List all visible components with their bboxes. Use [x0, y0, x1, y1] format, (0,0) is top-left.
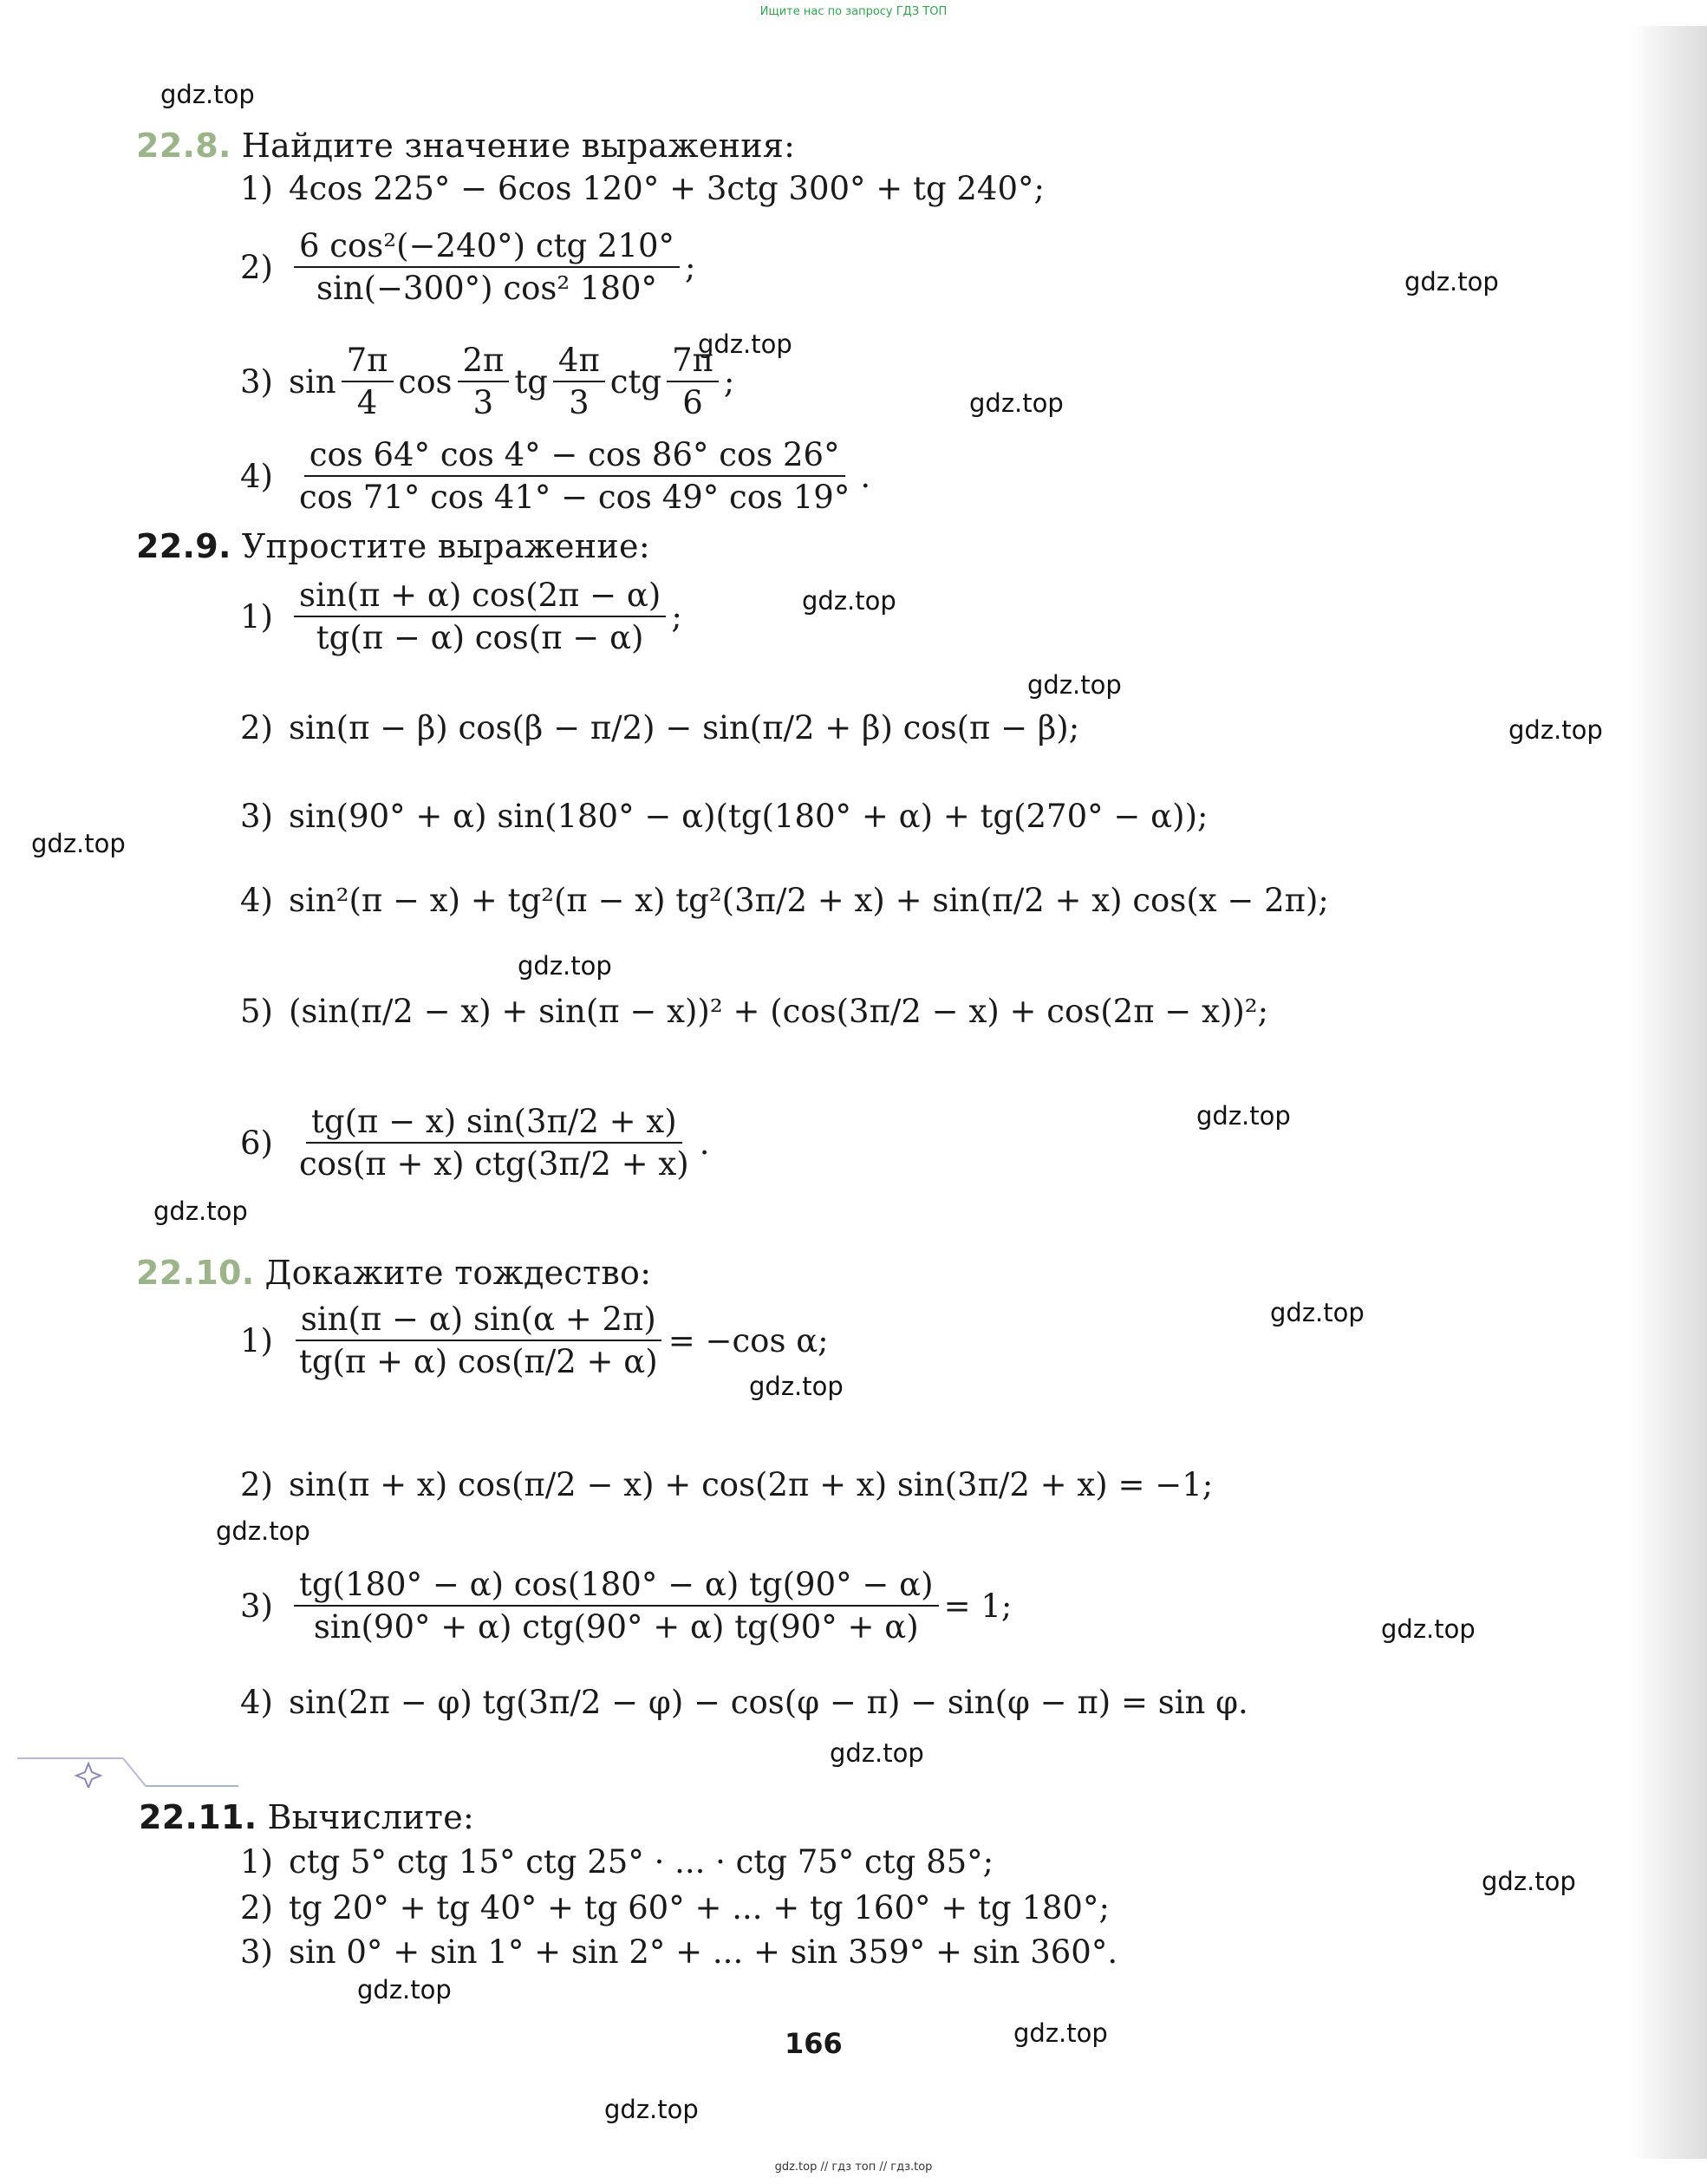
page-edge-shadow — [1630, 26, 1707, 2159]
watermark: gdz.top — [518, 951, 612, 981]
problem-22-11-item-2: 2) tg 20° + tg 40° + tg 60° + ... + tg 160° + tg 180°; — [240, 1889, 1110, 1926]
problem-22-10-heading: 22.10. Докажите тождество: — [136, 1254, 652, 1292]
fraction: $\frac{7\pi}{4}$ — [342, 342, 394, 421]
watermark: gdz.top — [749, 1372, 844, 1401]
watermark: gdz.top — [1482, 1867, 1576, 1896]
watermark: gdz.top — [1196, 1101, 1291, 1131]
problem-22-9-item-1: 1) $\frac{\sin(\pi + \alpha) \cos(2\pi - \alpha)}{tg(\pi - \alpha) \cos(\pi - \alpha)}$ ; — [240, 577, 682, 656]
problem-22-9-item-4: 4) sin²(π − x) + tg²(π − x) tg²(3π/2 + x) + sin(π/2 + x) cos(x − 2π); — [240, 882, 1329, 919]
fraction: $\frac{7\pi}{6}$ — [667, 342, 719, 421]
problem-22-10-item-4: 4) sin(2π − φ) tg(3π/2 − φ) − cos(φ − π) − sin(φ − π) = sin φ. — [240, 1684, 1248, 1721]
problem-22-11-item-3: 3) sin 0° + sin 1° + sin 2° + ... + sin 359° + sin 360°. — [240, 1933, 1118, 1971]
watermark: gdz.top — [604, 2095, 699, 2124]
watermark: gdz.top — [969, 388, 1064, 418]
footer-note: gdz.top // гдз топ // гдз.top — [774, 2161, 933, 2174]
problem-22-11-item-1: 1) ctg 5° ctg 15° ctg 25° · ... · ctg 75° ctg 85°; — [240, 1843, 994, 1881]
problem-22-9-item-3: 3) sin(90° + α) sin(180° − α)(tg(180° + α) + tg(270° − α)); — [240, 798, 1209, 835]
problem-22-8-item-1: 1) 4cos 225° − 6cos 120° + 3ctg 300° + tg 240°; — [240, 170, 1045, 207]
fraction: $\frac{\sin(\pi - \alpha) \sin(\alpha + 2\pi)}{tg(\pi + \alpha) \cos(\pi/2 + \alpha)}$ — [294, 1301, 663, 1380]
watermark: gdz.top — [830, 1738, 924, 1768]
fraction: $\frac{tg(180^\circ - \alpha) \cos(180^\circ - \alpha) tg(90^\circ - \alpha)}{\text{sin(90° + α) ctg(90° + α) tg(90° + α)}}$ — [294, 1566, 939, 1646]
watermark: gdz.top — [1404, 267, 1499, 297]
watermark: gdz.top — [1270, 1298, 1365, 1327]
problem-22-9-item-5: 5) (sin(π/2 − x) + sin(π − x))² + (cos(3π/2 − x) + cos(2π − x))²; — [240, 993, 1269, 1030]
watermark: gdz.top — [1508, 715, 1603, 745]
watermark: gdz.top — [802, 586, 896, 616]
fraction: $\frac{\cos 64^\circ \cos 4^\circ - \cos 86^\circ \cos 26^\circ}{\cos 71^\circ \cos 41^\circ - \cos 49^\circ \cos 19^\circ}$ — [298, 436, 850, 516]
page-number: 166 — [785, 2027, 843, 2060]
problem-22-11-heading: 22.11. Вычислите: — [139, 1798, 475, 1836]
watermark: gdz.top — [1381, 1614, 1476, 1644]
problem-22-10-item-1: 1) $\frac{\sin(\pi - \alpha) \sin(\alpha + 2\pi)}{tg(\pi + \alpha) \cos(\pi/2 + \alpha)}$ = −cos α; — [240, 1301, 829, 1380]
watermark: gdz.top — [216, 1516, 310, 1546]
watermark: gdz.top — [153, 1196, 248, 1226]
problem-22-10-item-2: 2) sin(π + x) cos(π/2 − x) + cos(2π + x) sin(3π/2 + x) = −1; — [240, 1466, 1214, 1503]
watermark: gdz.top — [698, 329, 792, 359]
problem-22-8-heading: 22.8. Найдите значение выражения: — [136, 127, 796, 165]
fraction: $\frac{\text{6 cos²(−240°) ctg 210°}}{\text{sin(−300°) cos² 180°}}$ — [294, 227, 680, 307]
problem-22-9-item-6: 6) $\frac{tg(\pi - x) \sin(3\pi/2 + x)}{\text{cos(π + x) ctg(3π/2 + x)}}$ . — [240, 1103, 710, 1183]
fraction: $\frac{4\pi}{3}$ — [553, 342, 605, 421]
watermark: gdz.top — [357, 1975, 452, 2005]
fraction: $\frac{tg(\pi - x) \sin(3\pi/2 + x)}{\text{cos(π + x) ctg(3π/2 + x)}}$ — [298, 1103, 689, 1183]
watermark: gdz.top — [31, 829, 126, 858]
problem-22-10-item-3: 3) $\frac{tg(180^\circ - \alpha) \cos(180^\circ - \alpha) tg(90^\circ - \alpha)}{\text{sin(90° + α) ctg(90° + α) tg(90° + α)}}$ = 1; — [240, 1566, 1013, 1646]
problem-22-9-item-2: 2) sin(π − β) cos(β − π/2) − sin(π/2 + β) cos(π − β); — [240, 709, 1080, 746]
watermark: gdz.top — [1013, 2018, 1108, 2048]
problem-22-9-heading: 22.9. Упростите выражение: — [136, 527, 650, 565]
problem-22-8-item-3: 3) sin $\frac{7\pi}{4}$ cos $\frac{2\pi}{3}$ tg $\frac{4\pi}{3}$ ctg $\frac{7\pi}{6}$ ; — [240, 342, 735, 421]
watermark: gdz.top — [1027, 670, 1122, 700]
header-note: Ищите нас по запросу ГДЗ ТОП — [759, 5, 948, 18]
problem-22-8-item-2: 2) $\frac{\text{6 cos²(−240°) ctg 210°}}{\text{sin(−300°) cos² 180°}}$ ; — [240, 227, 696, 307]
fraction: $\frac{\sin(\pi + \alpha) \cos(2\pi - \alpha)}{tg(\pi - \alpha) \cos(\pi - \alpha)}$ — [294, 577, 666, 656]
fraction: $\frac{2\pi}{3}$ — [458, 342, 510, 421]
problem-22-8-item-4: 4) $\frac{\cos 64^\circ \cos 4^\circ - \cos 86^\circ \cos 26^\circ}{\cos 71^\circ \cos 41^\circ - \cos 49^\circ \cos 19^\circ}$ . — [240, 436, 871, 516]
watermark: gdz.top — [160, 80, 255, 109]
star-divider-icon — [17, 1753, 238, 1788]
